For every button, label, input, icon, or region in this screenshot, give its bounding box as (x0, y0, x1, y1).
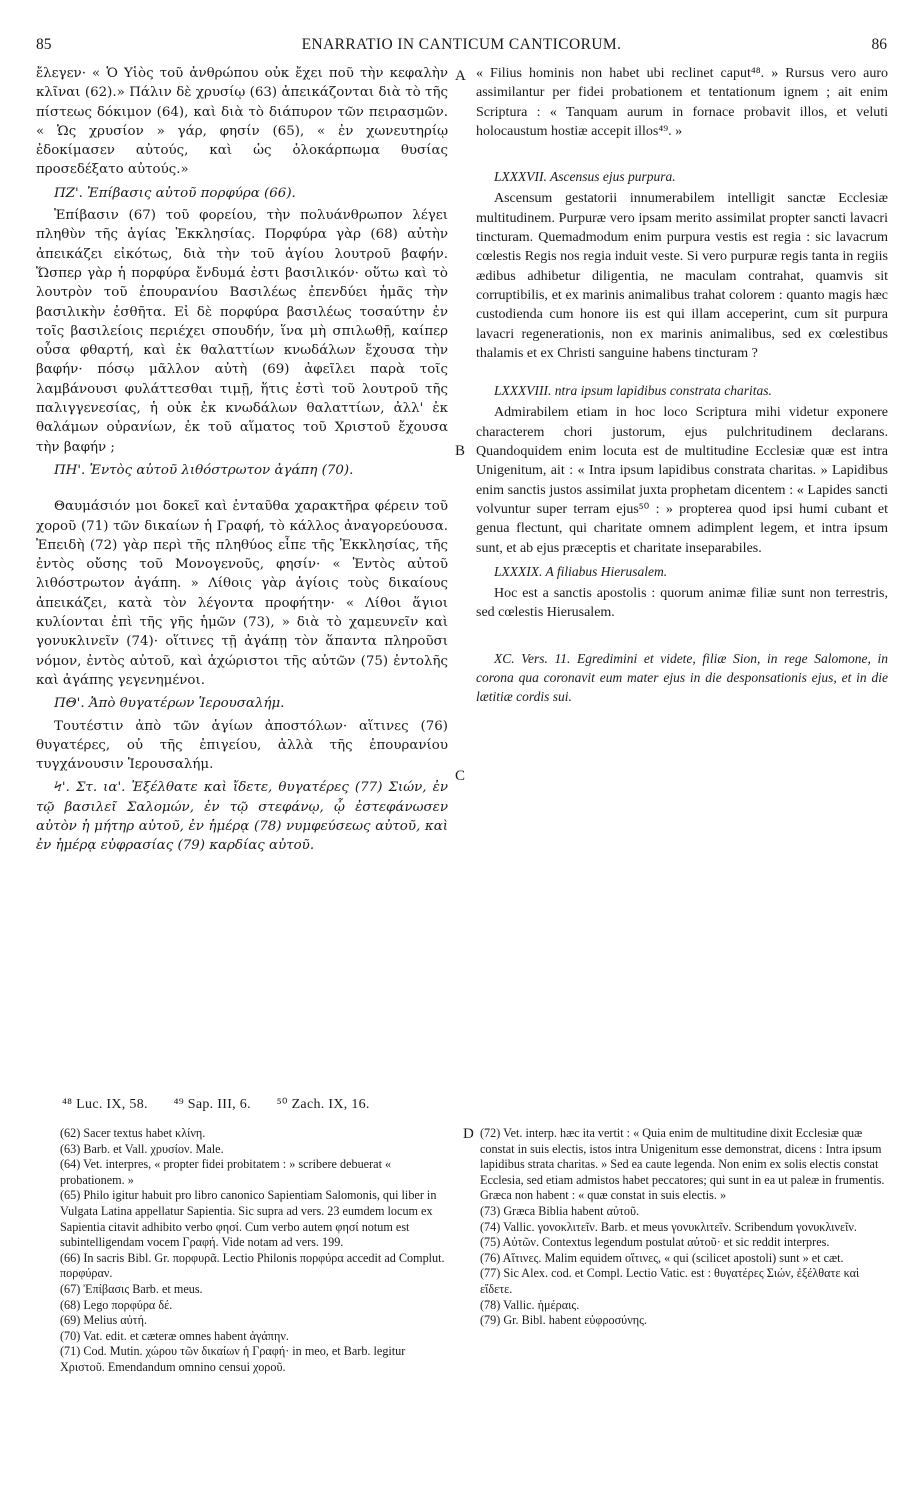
scripture-ref: ⁵⁰ Zach. IX, 16. (276, 1097, 370, 1112)
greek-section-heading: ΠΗ'. Ἐντὸς αὐτοῦ λιθόστρωτον ἀγάπη (70). (54, 462, 354, 478)
footnote: (67) Ἐπίβασις Barb. et meus. (60, 1281, 203, 1296)
greek-section-heading: Ϟ'. Στ. ια'. Ἐξέλθατε καὶ ἴδετε, θυγατέρες (77) Σιών, ἐν τῷ βασιλεῖ Σαλομών, ἐν τῷ στεφάνῳ, ᾧ ἐστεφάνωσεν αὐτὸν ἡ μήτηρ αὐτοῦ, ἐν ἡμέρᾳ (78) νυμφεύσεως αὐτοῦ, καὶ ἐν ἡμέρᾳ εὐφρασίας (79) καρδίας αὐτοῦ. (36, 780, 448, 854)
footnote: (63) Barb. et Vall. χρυσίον. Male. (60, 1141, 224, 1156)
latin-section-heading: XC. Vers. 11. Egredimini et videte, filiæ Sion, in rege Salomone, in corona qua coronavit eum mater ejus in die desponsationis ejus, et in die lætitiæ cordis sui. (476, 650, 888, 705)
footnote: (76) Αἵτινες. Malim equidem οἵτινες, « qui (scilicet apostoli) sunt » et cæt. (480, 1250, 844, 1265)
greek-section-heading: ΠΘ'. Ἀπὸ θυγατέρων Ἱερουσαλήμ. (54, 696, 285, 712)
latin-paragraph: Admirabilem etiam in hoc loco Scriptura mihi videtur exponere characterem chori justorum, ejus pulchritudinem declarans. Quandoquidem enim locuta est de multitudine Ecclesiæ quæ est intra Unigenitum, ait : « Intra ipsum lapidibus constrata charitas. » Lapidibus enim sanctis justos assimilat juxta prophetam dicentem : « Lapides sancti volvuntur super terram ejus⁵⁰ : » propterea quod ipsi humi cubant et genua flectunt, qui charitate omnem adimplent legem, et intra ipsum sunt, et ab ejus præceptis et charitate inseparabiles. (476, 405, 888, 556)
footnote: (78) Vallic. ἡμέραις. (480, 1297, 580, 1312)
margin-letter-c: C (455, 768, 466, 784)
footnote: (70) Vat. edit. et cæteræ omnes habent ἀγάπην. (60, 1328, 289, 1343)
footnote: (72) Vet. interp. hæc ita vertit : « Quia enim de multitudine dixit Ecclesiæ quæ constat in suis electis, istos intra Unigenitum esse demonstrat, dicens : Intra ipsum lapidibus strata charitas. » Sed ea caute legenda. Non enim ex solis electis constat Ecclesia, sed etiam admistos habet peccatores; qui sunt in ea ut paleæ in frumentis. Græca non habent : « quæ constat in suis electis. » (480, 1126, 885, 1203)
footnote: (68) Lego πορφύρα δέ. (60, 1297, 173, 1312)
greek-section-heading: ΠΖ'. Ἐπίβασις αὐτοῦ πορφύρα (66). (54, 185, 296, 201)
page-number-left: 85 (36, 36, 52, 53)
page-header (36, 36, 887, 62)
margin-letter-b: B (455, 443, 466, 459)
latin-section-heading: LXXXVII. Ascensus ejus purpura. (494, 169, 676, 185)
latin-section-heading: LXXXIX. A filiabus Hierusalem. (494, 563, 668, 579)
latin-paragraph: Hoc est a sanctis apostolis : quorum animæ filiæ sunt non terrestris, sed cœlestis Hierusalem. (476, 586, 888, 621)
greek-paragraph: Ἐπίβασιν (67) τοῦ φορείου, τὴν πολυάνθρωπον λέγει πληθὺν τῆς ἁγίας Ἐκκλησίας. Πορφύρα γὰρ (68) αὐτὴν ἀπεικάζει εἰκότως, διὰ τὴν τοῦ ἁγίου λουτροῦ βαφήν. Ὥσπερ γὰρ ἡ πορφύρα ἔνδυμά ἐστι βασιλικόν· οὕτω καὶ τὸ λουτρὸν τοῦ ἐπουρανίου Βασιλέως ἐπενδύει ἡμᾶς τὴν βασιλικὴν ἐσθῆτα. Εἰ δὲ πορφύρα βασιλέως τοσαύτην ἐν τοῖς βασιλείοις περιέχει σπουδήν, ἵνα μὴ σπιλωθῇ, καίπερ οὖσα φθαρτή, καὶ ἐκ θαλαττίων κνωδάλων ἔχουσα τὴν βαφήν· πόσῳ μᾶλλον αὐτὴ (69) ἀφεῖλει παρὰ τοῖς λαμβάνουσι φυλάττεσθαι τιμῇ, ἥτις ἐστὶ τοῦ λουτροῦ τῆς παλιγγενεσίας, ἡ οὐκ ἐκ κνωδάλων θαλαττίων, ἀλλ' ἐκ θαλάμων οὐρανίων, ἐκ τοῦ αἵματος τοῦ Χριστοῦ ἔχουσα τὴν βαφήν ; (36, 208, 448, 455)
footnote: (79) Gr. Bibl. habent εὐφροσύνης. (480, 1313, 647, 1328)
greek-paragraph: ἔλεγεν· « Ὁ Υἱὸς τοῦ ἀνθρώπου οὐκ ἔχει ποῦ τὴν κεφαλὴν κλῖναι (62).» Πάλιν δὲ χρυσίῳ (63) ἀπεικάζονται διὰ τὸ τῆς πίστεως δόκιμον (64), καὶ διὰ τὸ διάπυρον τῶν πειρασμῶν. « Ὡς χρυσίον » γάρ, φησίν (65), « ἐν χωνευτηρίῳ ἐδοκίμασεν αὐτούς, καὶ ὡς ὁλοκάρπωμα θυσίας προσεδέξατο αὐτούς.» (36, 66, 448, 178)
scripture-ref: ⁴⁹ Sap. III, 6. (173, 1097, 251, 1112)
greek-column (36, 64, 448, 859)
footnote: (71) Cod. Mutin. χώρου τῶν δικαίων ἡ Γραφή· in meo, et Barb. legitur Χριστοῦ. Emendandum omnino censui χοροῦ. (60, 1344, 406, 1374)
greek-paragraph: Θαυμάσιόν μοι δοκεῖ καὶ ἐνταῦθα χαρακτῆρα φέρειν τοῦ χοροῦ (71) τῶν δικαίων ἡ Γραφή, τὸ κάλλος ἀναγορεύουσα. Ἐπειδὴ (72) γὰρ περὶ τῆς πληθύος εἶπε τῆς Ἐκκλησίας, τῆς ἐντὸς οὔσης τοῦ Μονογενοῦς, φησίν· « Ἐντὸς αὐτοῦ λιθόστρωτον ἀγάπη. » Λίθοις γὰρ ἁγίοις τοὺς δικαίους ἀπεικάζει, κατὰ τὸν λέγοντα προφήτην· « Λίθοι ἅγιοι κυλίονται ἐπὶ τῆς γῆς ἡμῶν (73), » διὰ τὸ χαμευνεῖν καὶ γονυκλινεῖν (74)· οἵτινες τῇ ἀγάπῃ τὸν ἅπαντα πληροῦσι νόμον, ἐντὸς αὐτοῦ, καὶ ἀχώριστοι τῆς αὐτῶν (75) ἐντολῆς καὶ ἀγάπης γεγενημένοι. (36, 499, 448, 688)
latin-paragraph: Ascensum gestatorii innumerabilem intelligit sanctæ Ecclesiæ multitudinem. Purpuræ vero ipsam merito assimilat propter sancti lavacri tincturam. Quemadmodum enim purpura vestis est regia : sic lavacrum cœlestis Regis nos regia induit veste. Si vero purpuræ regis tanta in regiis ædibus adhibetur diligentia, ne maculam contrahat, quamvis sit corruptibilis, et ex marinis animalibus trahat colorem : quanto magis hæc custodienda cum honore iis est qui illam acceperint, cum sit purpura lavacri regenerationis, non ex marinis animalibus, sed ex cœlestibus thalamis et ex Christi sanguine habens tincturam ? (476, 191, 888, 361)
footnote: (69) Melius αὐτή. (60, 1313, 147, 1328)
footnote: (74) Vallic. γονοκλιτεῖν. Barb. et meus γονυκλιτεῖν. Scribendum γονυκλινεῖν. (480, 1219, 857, 1234)
margin-letter-d: D (463, 1126, 474, 1142)
footnote: (65) Philo igitur habuit pro libro canonico Sapientiam Salomonis, qui liber in Vulgata Latina appellatur Sapientia. Sic supra ad vers. 23 eumdem locum ex Sapientia citavit adhibito verbo φησί. Cum verbo autem φησί notum est subintelligendam vocem Γραφή. Vide notam ad vers. 199. (60, 1188, 437, 1250)
footnote: (62) Sacer textus habet κλίνη. (60, 1126, 206, 1140)
greek-paragraph: Τουτέστιν ἀπὸ τῶν ἁγίων ἀποστόλων· αἵτινες (76) θυγατέρες, οὐ τῆς ἐπιγείου, ἀλλὰ τῆς ἐπουρανίου τυγχάνουσιν Ἱερουσαλήμ. (36, 718, 448, 773)
scripture-references (62, 1096, 392, 1113)
latin-section-heading: LXXXVIII. ntra ipsum lapidibus constrata charitas. (494, 383, 772, 399)
footnote: (66) In sacris Bibl. Gr. πορφυρᾶ. Lectio Philonis πορφύρα accedit ad Complut. πορφύραν. (60, 1250, 445, 1281)
footnote: (64) Vet. interpres, « propter fidei probitatem : » scribere debuerat « probationem. » (60, 1157, 392, 1187)
scripture-ref: ⁴⁸ Luc. IX, 58. (62, 1097, 148, 1112)
running-title: ENARRATIO IN CANTICUM CANTICORUM. (301, 36, 622, 53)
footnotes-left (60, 1126, 446, 1376)
footnote: (73) Græca Biblia habent αὐτοῦ. (480, 1203, 640, 1218)
latin-column (476, 64, 888, 710)
page-number-right: 86 (871, 36, 887, 53)
footnote: (75) Αὐτῶν. Contextus legendum postulat αὐτοῦ· et sic reddit interpres. (480, 1235, 830, 1250)
latin-paragraph: « Filius hominis non habet ubi reclinet caput⁴⁸. » Rursus vero auro assimilantur per fidei probationem et tentationum ignem ; ait enim Scriptura : « Tanquam aurum in fornace probavit illos, et veluti holocaustum hostiæ accepit illos⁴⁹. » (476, 66, 888, 139)
footnote: (77) Sic Alex. cod. et Compl. Lectio Vatic. est : θυγατέρες Σιών, ἐξέλθατε καὶ εἴδετε. (480, 1266, 860, 1296)
margin-letter-a: A (455, 68, 466, 84)
footnotes-right (480, 1126, 890, 1329)
